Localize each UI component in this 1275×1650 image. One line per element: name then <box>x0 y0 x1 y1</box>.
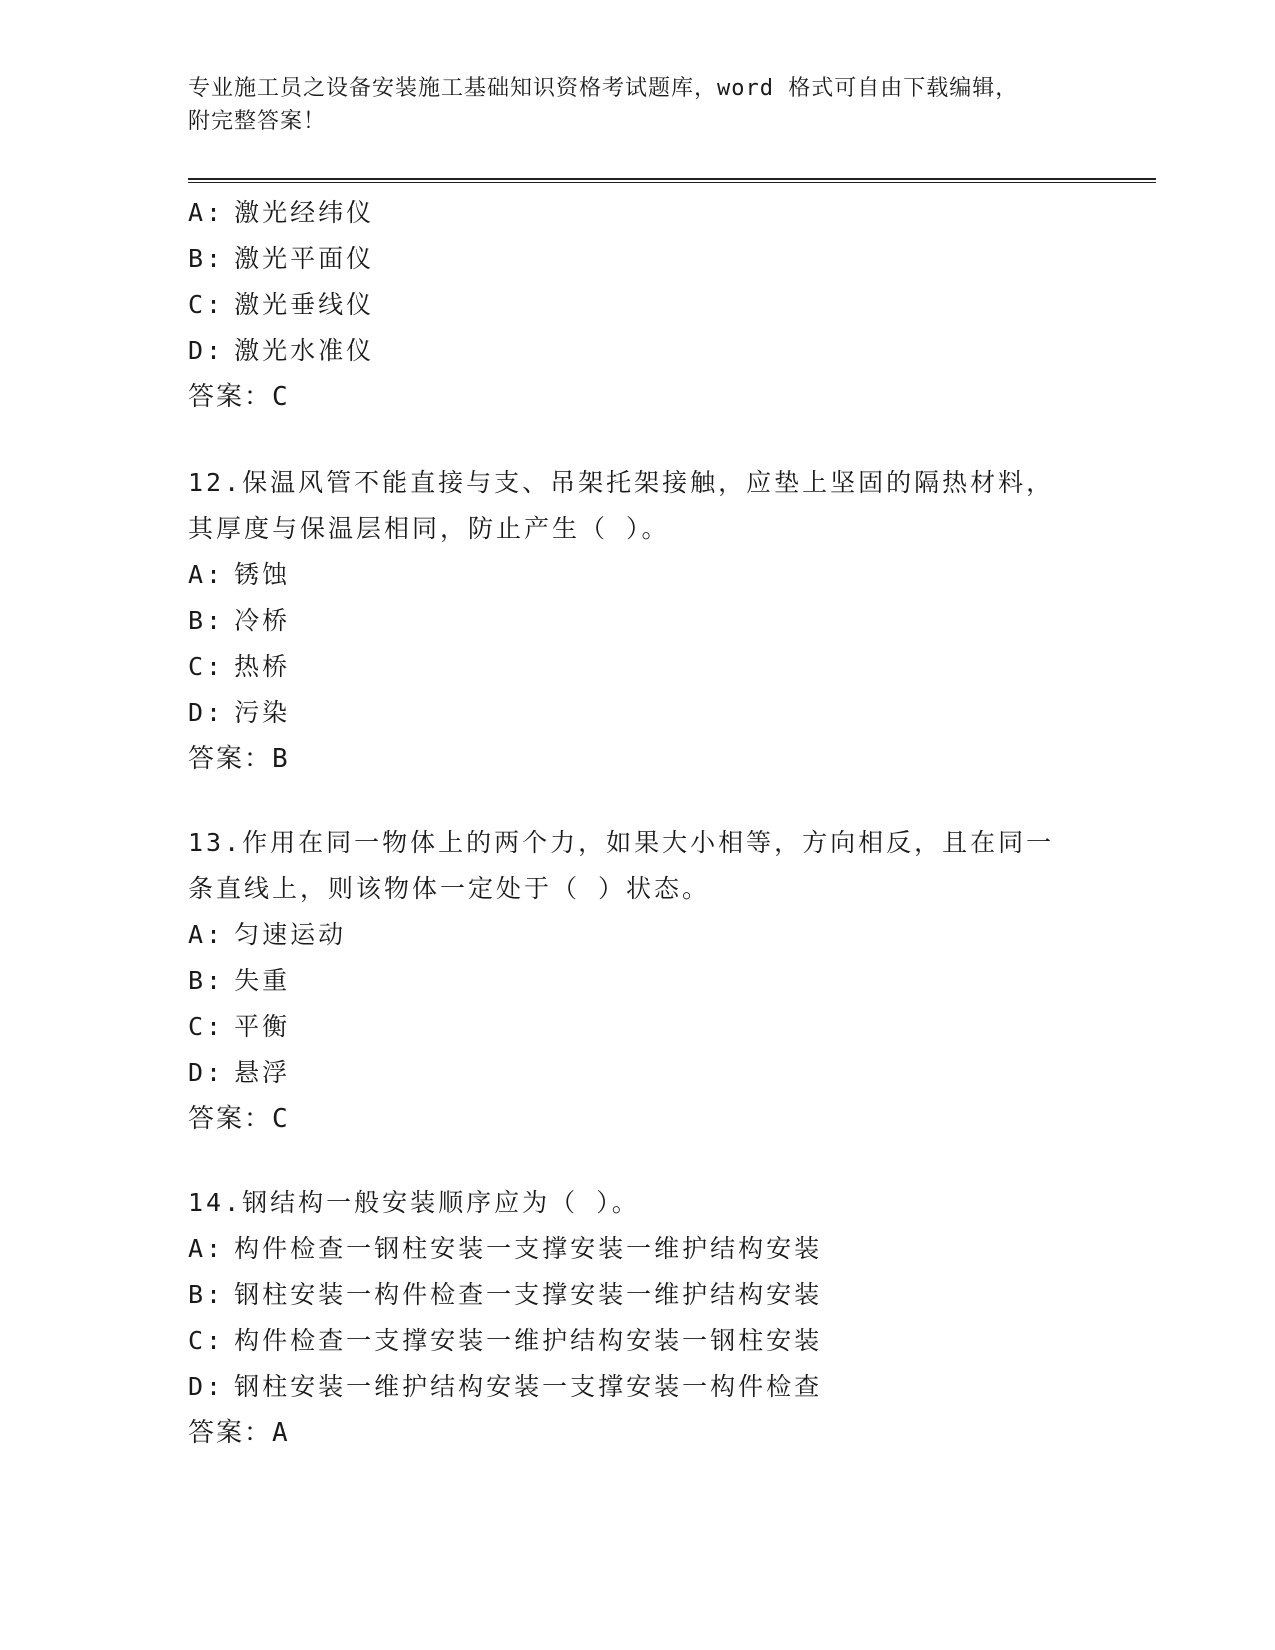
question-stem-line: 其厚度与保温层相同，防止产生（ ）。 <box>188 514 670 543</box>
question-11 <box>188 190 1088 420</box>
option-c: C: 平衡 <box>188 1012 291 1041</box>
option-a: A: 激光经纬仪 <box>188 198 375 227</box>
question-stem-line: 14.钢结构一般安装顺序应为（ ）。 <box>188 1188 640 1217</box>
question-stem-line: 12.保温风管不能直接与支、吊架托架接触，应垫上坚固的隔热材料， <box>188 468 1055 497</box>
option-c: C: 热桥 <box>188 652 291 681</box>
option-a: A: 锈蚀 <box>188 560 291 589</box>
option-a: A: 构件检查一钢柱安装一支撑安装一维护结构安装 <box>188 1234 823 1263</box>
answer: 答案：B <box>188 744 290 774</box>
header-divider <box>188 178 1156 183</box>
option-c: C: 激光垂线仪 <box>188 290 375 319</box>
option-b: B: 失重 <box>188 966 291 995</box>
option-d: D: 钢柱安装一维护结构安装一支撑安装一构件检查 <box>188 1372 823 1401</box>
question-12 <box>188 460 1088 782</box>
document-header <box>188 72 1068 138</box>
question-14 <box>188 1180 1088 1456</box>
option-d: D: 悬浮 <box>188 1058 291 1087</box>
header-line-1: 专业施工员之设备安装施工基础知识资格考试题库，word 格式可自由下载编辑， <box>188 76 1019 101</box>
option-a: A: 匀速运动 <box>188 920 347 949</box>
option-b: B: 钢柱安装一构件检查一支撑安装一维护结构安装 <box>188 1280 823 1309</box>
option-b: B: 激光平面仪 <box>188 244 375 273</box>
answer: 答案：C <box>188 382 290 412</box>
option-c: C: 构件检查一支撑安装一维护结构安装一钢柱安装 <box>188 1326 823 1355</box>
header-line-2: 附完整答案！ <box>188 109 327 134</box>
question-stem-line: 条直线上，则该物体一定处于（ ）状态。 <box>188 874 711 903</box>
option-d: D: 激光水准仪 <box>188 336 375 365</box>
option-b: B: 冷桥 <box>188 606 291 635</box>
option-d: D: 污染 <box>188 698 291 727</box>
question-stem-line: 13.作用在同一物体上的两个力，如果大小相等，方向相反，且在同一 <box>188 828 1055 857</box>
answer: 答案：C <box>188 1104 290 1134</box>
question-13 <box>188 820 1088 1142</box>
answer: 答案：A <box>188 1418 290 1448</box>
